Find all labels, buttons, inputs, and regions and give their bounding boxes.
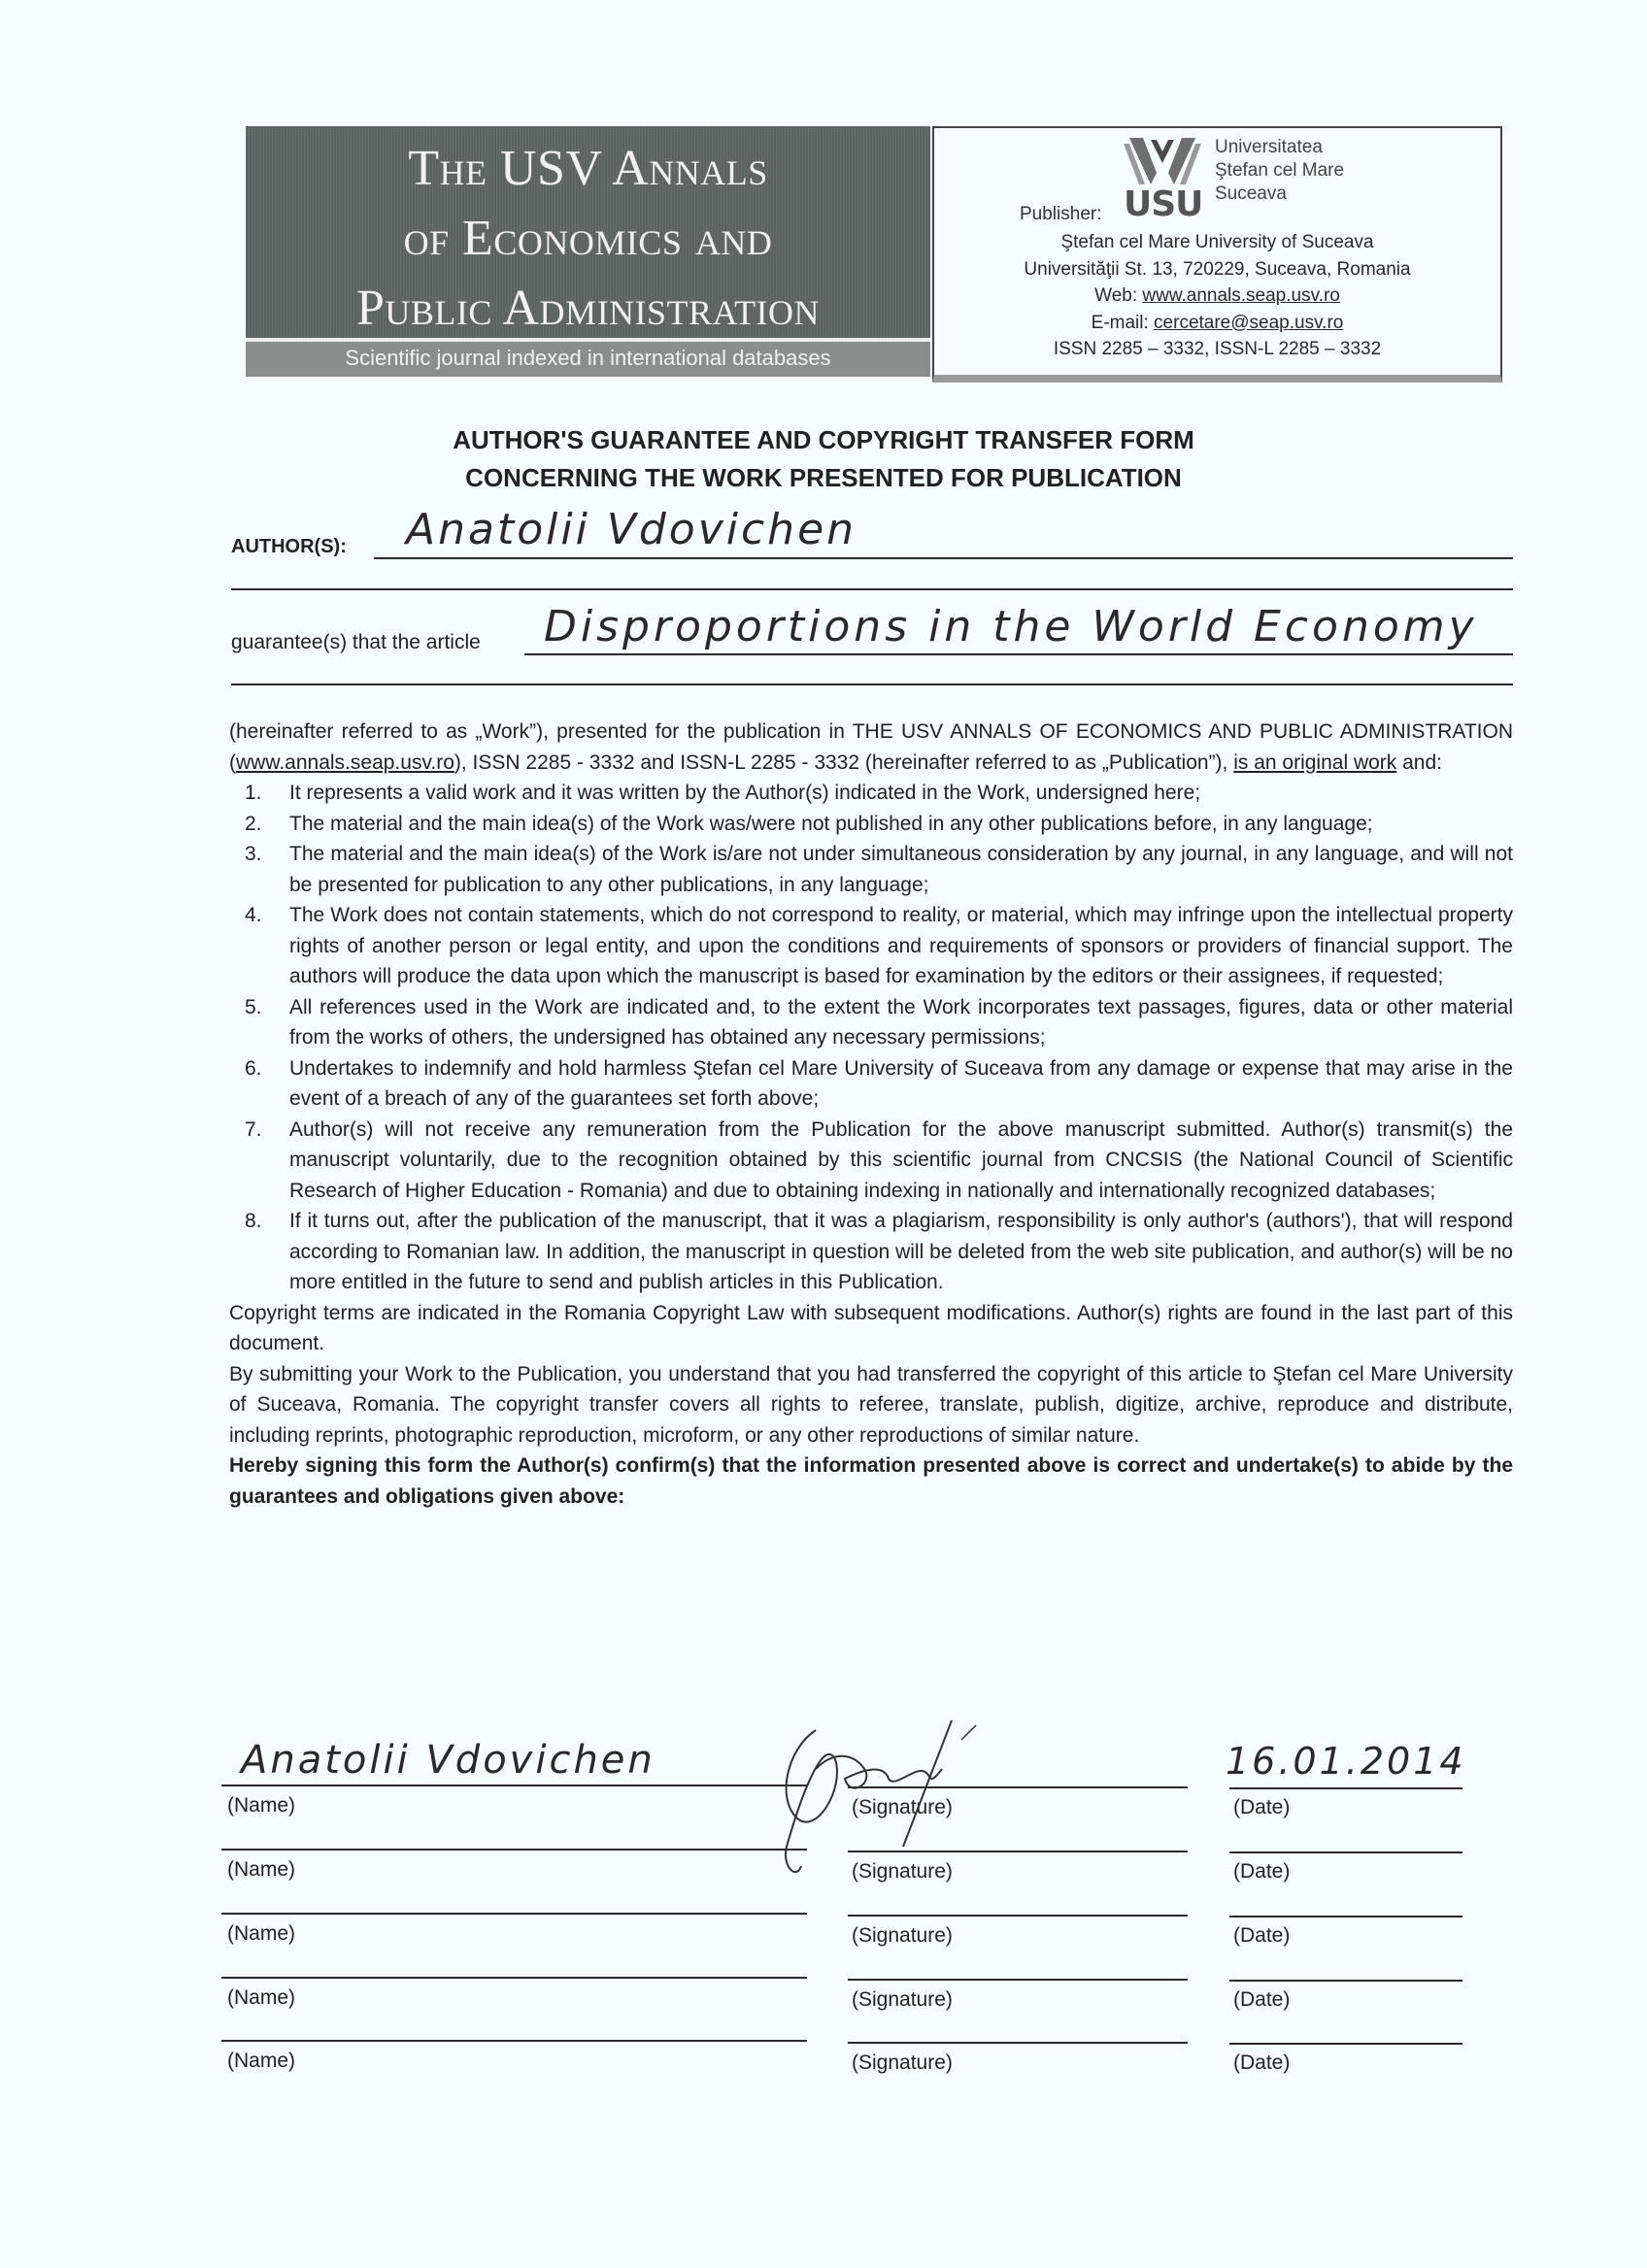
- publisher-details: [934, 229, 1500, 363]
- item-text: Undertakes to indemnify and hold harmless Ştefan cel Mare University of Suceava from any damage or expense that may arise in the event of a breach of any of the guarantees set forth above;: [289, 1056, 1513, 1110]
- list-item: [229, 1206, 1513, 1298]
- original-work-emphasis: is an original work: [1233, 750, 1397, 774]
- name-label: (Name): [227, 2050, 296, 2072]
- item-number: 6.: [245, 1056, 262, 1080]
- form-body: [229, 717, 1513, 1512]
- date-line: [1229, 1980, 1462, 1982]
- item-text: The material and the main idea(s) of the Work was/were not published in any other publications before, in any language;: [289, 812, 1373, 835]
- issn-line: ISSN 2285 – 3332, ISSN-L 2285 – 3332: [1053, 339, 1382, 359]
- date-label: (Date): [1233, 1860, 1291, 1883]
- guarantee-list: [229, 778, 1513, 1298]
- item-text: It represents a valid work and it was written by the Author(s) indicated in the Work, undersigned here;: [289, 782, 1201, 804]
- item-text: The material and the main idea(s) of the Work is/are not under simultaneous consideration by any journal, in any language, and will not be presented for publication to any other publications, in any language;: [289, 843, 1513, 896]
- usv-logo-icon: [1124, 134, 1201, 187]
- name-line: [221, 1977, 807, 1979]
- date-label: (Date): [1233, 2051, 1291, 2074]
- date-label: (Date): [1233, 1796, 1291, 1818]
- list-item: [229, 778, 1513, 809]
- web-label: Web:: [1094, 285, 1143, 306]
- university-name: [1215, 136, 1344, 206]
- publisher-label: Publisher:: [1020, 204, 1102, 224]
- intro-paragraph: [229, 717, 1513, 778]
- handwritten-signature-icon: [757, 1711, 1068, 1885]
- intro-text: ), ISSN 2285 - 3332 and ISSN-L 2285 - 3332 (hereinafter referred to as „Publication”),: [454, 750, 1234, 774]
- item-number: 2.: [245, 812, 262, 835]
- web-link[interactable]: www.annals.seap.usv.ro: [1142, 285, 1340, 306]
- item-number: 3.: [245, 843, 262, 865]
- intro-text: and:: [1396, 750, 1443, 774]
- date-field[interactable]: 16.01.2014: [1226, 1740, 1466, 1783]
- journal-title-line: Public Administration: [355, 281, 821, 336]
- signature-label: (Signature): [852, 1796, 953, 1818]
- item-text: Author(s) will not receive any remuneration from the Publication for the above manuscript submitted. Author(s) transmit(s) the manuscript voluntarily, due to the recognition obtained by this scientific journal from CNCSIS (the National Council of Scientific Research of Higher Education - Romania) and due to obtaining indexing in nationally and internationally recognized databases;: [289, 1117, 1513, 1202]
- authors-field[interactable]: Anatolii Vdovichen: [406, 505, 857, 554]
- signature-line: [848, 2042, 1188, 2044]
- article-underline: [524, 653, 1513, 655]
- email-line: [934, 310, 1500, 337]
- journal-title-line: of Economics and: [403, 211, 773, 266]
- date-line: [1229, 1916, 1462, 1918]
- list-item: [229, 992, 1513, 1053]
- item-text: All references used in the Work are indicated and, to the extent the Work incorporates text passages, figures, data or other material from the works of others, the undersigned has obtained any necessary permissions;: [289, 995, 1513, 1049]
- name-label: (Name): [227, 1986, 296, 2009]
- name-line: [221, 2040, 807, 2042]
- email-label: E-mail:: [1091, 312, 1155, 333]
- list-item: [229, 900, 1513, 992]
- name-line: [221, 1913, 807, 1915]
- signature-label: (Signature): [852, 1924, 953, 1947]
- web-line: [934, 283, 1500, 310]
- date-label: (Date): [1233, 1924, 1291, 1947]
- signature-label: (Signature): [852, 1988, 953, 2011]
- article-label: guarantee(s) that the article: [231, 631, 481, 653]
- signature-line: [848, 1915, 1188, 1917]
- logo-text: USU: [1124, 184, 1203, 224]
- journal-title: [246, 134, 930, 344]
- university-logo: [1124, 134, 1201, 226]
- list-item: [229, 809, 1513, 840]
- article-underline-2: [231, 684, 1513, 685]
- journal-banner: [246, 126, 930, 377]
- form-title-line1: AUTHOR'S GUARANTEE AND COPYRIGHT TRANSFER FORM: [453, 425, 1194, 454]
- name-label: (Name): [227, 1794, 296, 1817]
- university-name-line: Ştefan cel Mare: [1215, 160, 1345, 181]
- authors-underline: [374, 557, 1513, 559]
- authors-underline-2: [231, 588, 1513, 590]
- email-link[interactable]: cercetare@seap.usv.ro: [1154, 312, 1344, 333]
- intro-text: (hereinafter referred to as „Work”), presented for the publication in THE USV ANNALS OF ECONOMICS AND PUBLIC ADMINISTRATION (: [229, 720, 1513, 774]
- item-text: The Work does not contain statements, which do not correspond to reality, or material, which may infringe upon the intellectual property rights of another person or legal entity, and upon the conditions and requirements of sponsors or providers of financial support. The authors will produce the data upon which the manuscript is based for examination by the editors or their assignees, if requested;: [289, 904, 1513, 987]
- signature-label: (Signature): [852, 1860, 953, 1883]
- form-title-line2: CONCERNING THE WORK PRESENTED FOR PUBLICATION: [465, 463, 1182, 492]
- date-line: [1229, 1787, 1462, 1789]
- date-line: [1229, 1851, 1462, 1853]
- signature-line: [848, 1979, 1188, 1981]
- list-item: [229, 1115, 1513, 1207]
- transfer-paragraph: By submitting your Work to the Publication, you understand that you had transferred the copyright of this article to Ştefan cel Mare University of Suceava, Romania. The copyright transfer covers all rights to referee, translate, publish, digitize, archive, reproduce and distribute, including reprints, photographic reproduction, microform, or any other reproductions of similar nature.: [229, 1362, 1513, 1447]
- name-line: [221, 1784, 807, 1786]
- item-text: If it turns out, after the publication of the manuscript, that it was a plagiarism, responsibility is only author's (authors'), that will respond according to Romanian law. In addition, the manuscript in question will be deleted from the web site publication, and author(s) will be no more entitled in the future to send and publish articles in this Publication.: [289, 1210, 1513, 1293]
- journal-title-line: The USV Annals: [408, 141, 768, 196]
- article-title-field[interactable]: Disproportions in the World Economy: [544, 602, 1478, 651]
- item-number: 1.: [245, 782, 262, 804]
- item-number: 5.: [245, 995, 262, 1018]
- date-label: (Date): [1233, 1988, 1291, 2011]
- item-number: 7.: [245, 1117, 262, 1141]
- journal-subtitle: Scientific journal indexed in international databases: [246, 338, 930, 377]
- copyright-paragraph: Copyright terms are indicated in the Romania Copyright Law with subsequent modifications. Author(s) rights are found in the last part of this document.: [229, 1301, 1513, 1354]
- list-item: [229, 1053, 1513, 1115]
- item-number: 4.: [245, 904, 262, 926]
- date-line: [1229, 2043, 1462, 2045]
- name-field[interactable]: Anatolii Vdovichen: [241, 1738, 655, 1783]
- name-label: (Name): [227, 1922, 296, 1945]
- publisher-address: Universităţii St. 13, 720229, Suceava, Romania: [1024, 258, 1411, 280]
- publisher-box: [932, 126, 1502, 383]
- name-line: [221, 1849, 807, 1851]
- name-label: (Name): [227, 1858, 296, 1881]
- item-number: 8.: [245, 1210, 262, 1232]
- annals-link[interactable]: www.annals.seap.usv.ro: [236, 750, 454, 774]
- university-name-line: Universitatea: [1215, 137, 1323, 157]
- list-item: [229, 839, 1513, 900]
- signature-label: (Signature): [852, 2051, 953, 2074]
- university-name-line: Suceava: [1215, 183, 1287, 204]
- authors-label: AUTHOR(S):: [231, 536, 347, 557]
- confirmation-paragraph: Hereby signing this form the Author(s) confirm(s) that the information presented above is correct and undertake(s) to abide by the guarantees and obligations given above:: [229, 1454, 1513, 1508]
- publisher-name: Ştefan cel Mare University of Suceava: [1060, 232, 1374, 252]
